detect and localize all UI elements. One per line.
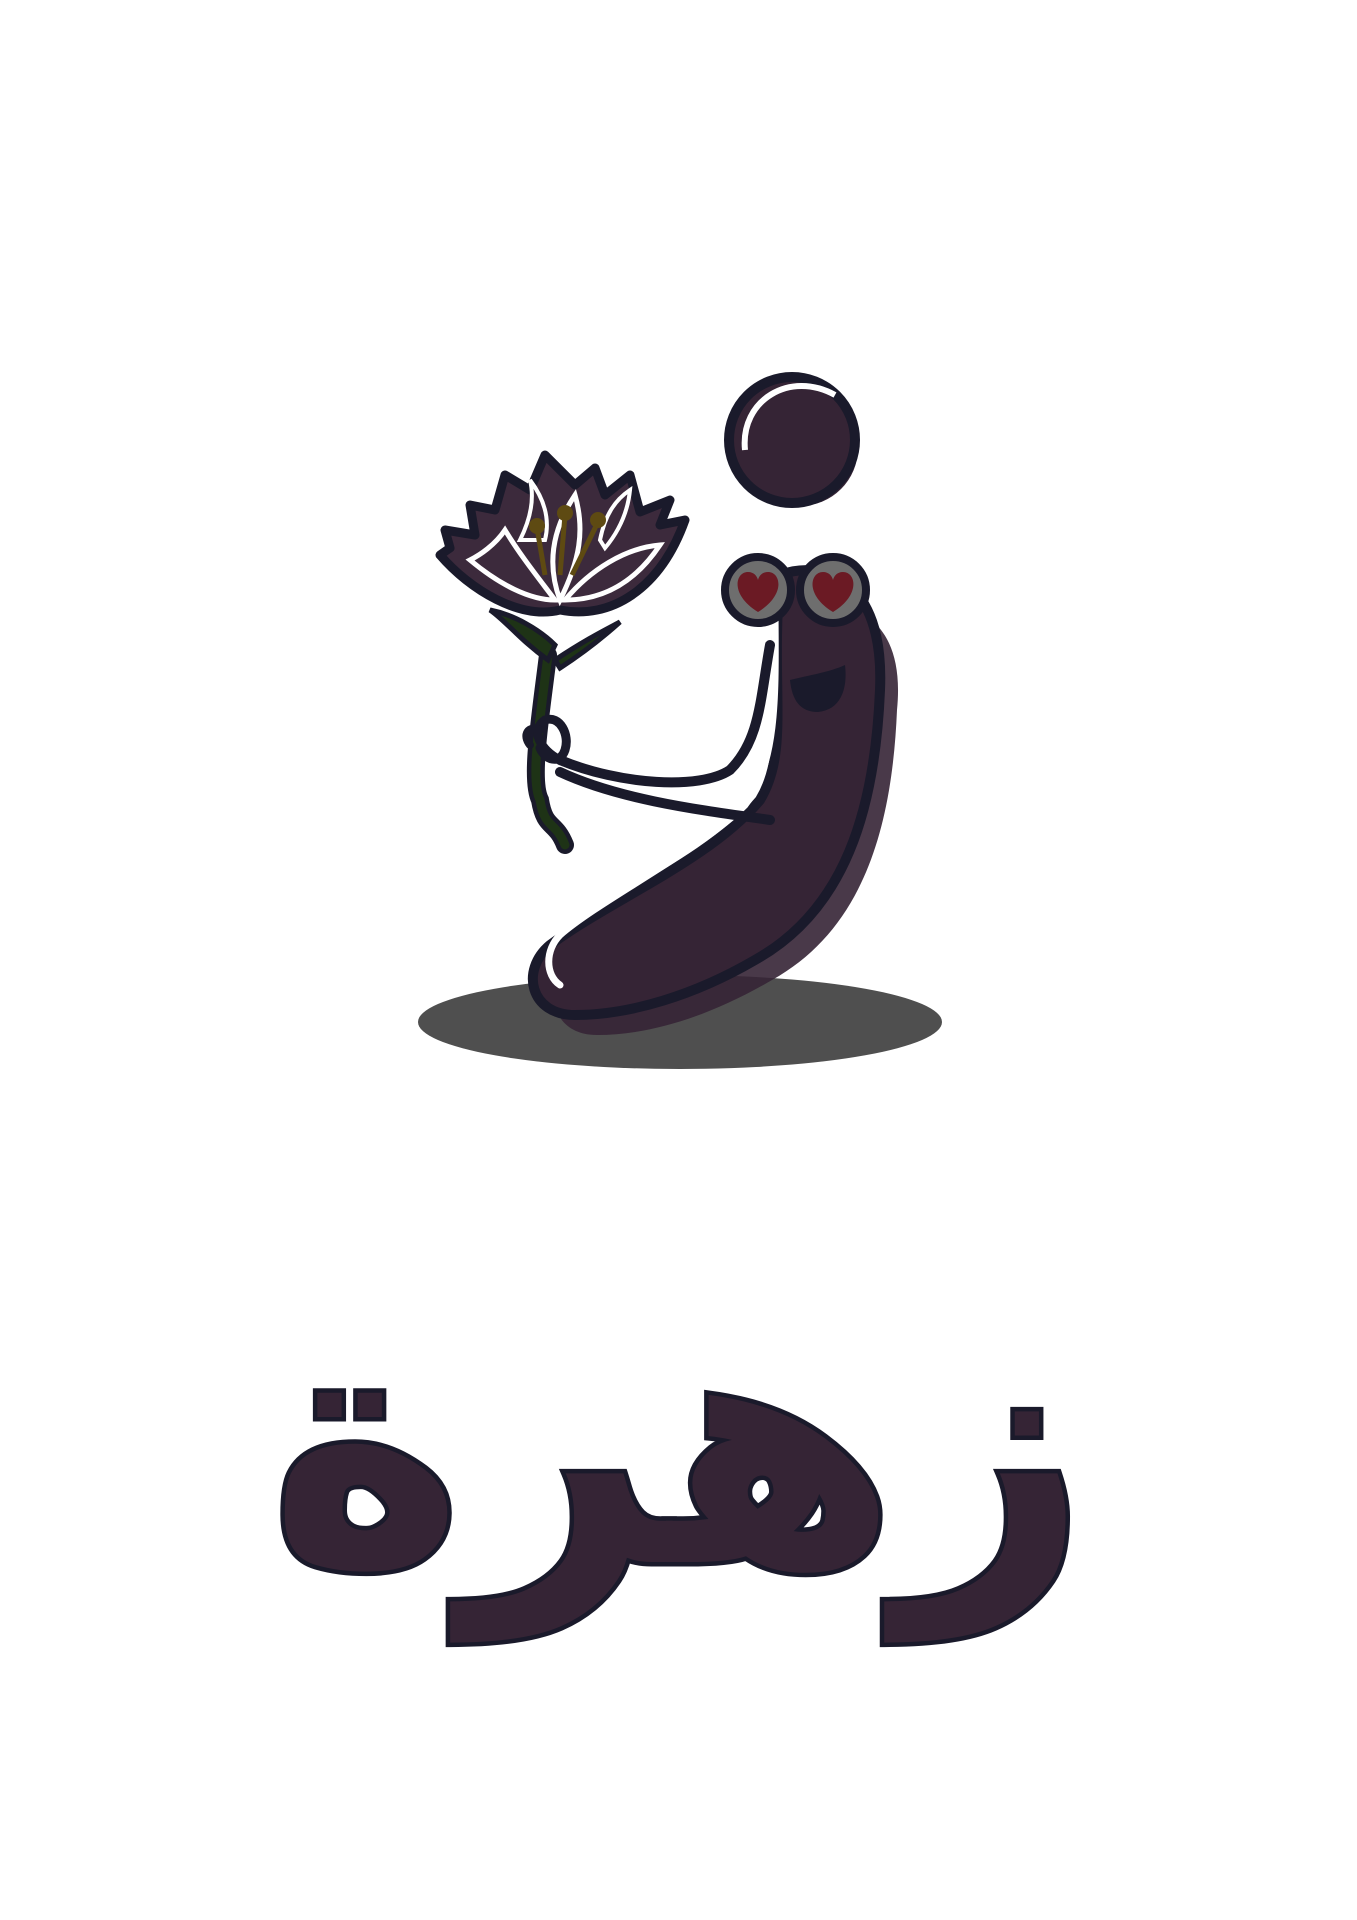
character-arm bbox=[526, 645, 770, 820]
letter-dot bbox=[729, 377, 858, 506]
flower-icon bbox=[440, 455, 685, 612]
word-label: زهرة bbox=[269, 1256, 1088, 1640]
flower-stem bbox=[490, 610, 620, 845]
